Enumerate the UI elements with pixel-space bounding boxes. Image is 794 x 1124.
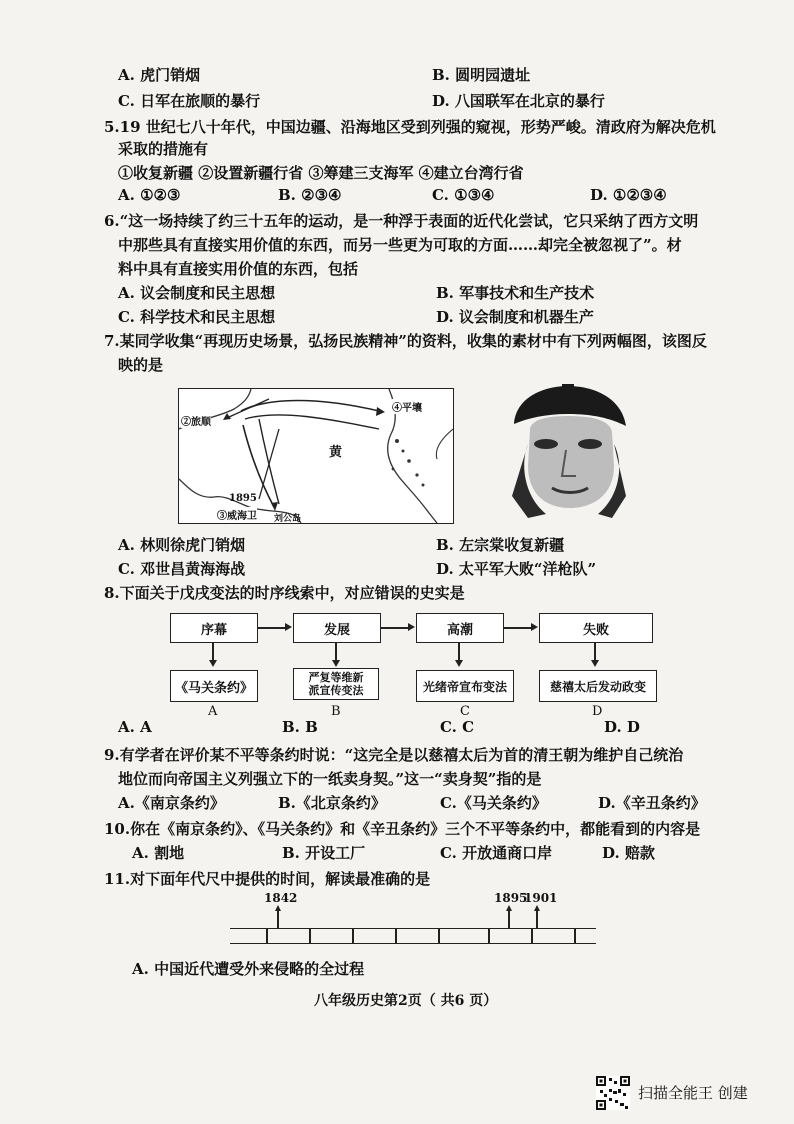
year-marker-head-1842 (275, 905, 281, 911)
flow-stage-climax: 高潮 (416, 613, 504, 643)
portrait-photo (506, 384, 632, 518)
flow-arrow-3 (504, 627, 532, 629)
flow-event-d: 慈禧太后发动政变 (539, 670, 657, 702)
q5-stem-line2: 采取的措施有 (118, 140, 209, 158)
q10-option-c: C. 开放通商口岸 (440, 844, 553, 862)
q8-stem: 8.下面关于戊戌变法的时序线索中，对应错误的史实是 (104, 584, 465, 602)
flow-stage-prelude: 序幕 (170, 613, 258, 643)
portrait-drawing (506, 384, 632, 518)
flow-arrowhead-1 (285, 623, 292, 631)
q4-option-a: A. 虎门销烟 (118, 66, 201, 84)
year-label-1895: 1895 (494, 891, 528, 905)
q5-option-c: C. ①③④ (432, 186, 495, 204)
flow-down-arrow-c (458, 643, 460, 661)
ruler-tick (395, 928, 397, 944)
q10-option-a: A. 割地 (132, 844, 185, 862)
q9-option-c: C.《马关条约》 (440, 794, 547, 812)
q4-option-d: D. 八国联军在北京的暴行 (432, 92, 605, 110)
q7-stem-line1: 7.某同学收集“再现历史场景，弘扬民族精神”的资料，收集的素材中有下列两幅图，该图反 (104, 332, 707, 350)
q7-option-a: A. 林则徐虎门销烟 (118, 536, 246, 554)
year-marker-head-1895 (506, 905, 512, 911)
flow-down-head-c (455, 660, 463, 667)
q9-stem-line2: 地位而向帝国主义列强立下的一纸卖身契。”这一“卖身契”指的是 (118, 770, 542, 788)
q7-stem-line2: 映的是 (118, 356, 164, 374)
q6-option-b: B. 军事技术和生产技术 (436, 284, 595, 302)
flow-letter-d: D (592, 704, 603, 719)
ruler-tick (488, 928, 490, 944)
flow-letter-a: A (208, 704, 218, 719)
flow-stage-development: 发展 (293, 613, 381, 643)
flow-arrowhead-3 (531, 623, 538, 631)
ruler-tick (531, 928, 533, 944)
flow-event-a: 《马关条约》 (170, 670, 258, 702)
q10-stem: 10.你在《南京条约》、《马关条约》和《辛丑条约》三个不平等条约中，都能看到的内容是 (104, 820, 701, 838)
q5-option-b: B. ②③④ (278, 186, 342, 204)
q6-option-a: A. 议会制度和民主思想 (118, 284, 276, 302)
q9-option-d: D.《辛丑条约》 (598, 794, 706, 812)
year-label-1842: 1842 (264, 891, 298, 905)
q6-stem-line1: 6.“这一场持续了约三十五年的运动，是一种浮于表面的近代化尝试，它只采纳了西方文明 (104, 212, 699, 230)
q11-option-a: A. 中国近代遭受外来侵略的全过程 (132, 960, 365, 978)
q5-option-d: D. ①②③④ (590, 186, 667, 204)
year-label-1901: 1901 (524, 891, 558, 905)
flow-letter-c: C (460, 704, 470, 719)
ruler-tick (352, 928, 354, 944)
year-ruler (230, 928, 596, 944)
q9-stem-line1: 9.有学者在评价某不平等条约时说：“这完全是以慈禧太后为首的清王朝为维护自己统治 (104, 746, 684, 764)
flow-arrow-2 (381, 627, 409, 629)
ruler-tick (438, 928, 440, 944)
map-label-pingrang: ④平壤 (392, 399, 422, 414)
map-label-liugongdao: 刘公岛 (274, 514, 302, 524)
page-footer: 八年级历史第2页（ 共6 页） (314, 993, 498, 1009)
flow-arrow-1 (258, 627, 286, 629)
map-label-sea: 黄 (329, 445, 343, 460)
q9-option-b: B.《北京条约》 (278, 794, 386, 812)
q8-option-b: B. B (282, 718, 318, 736)
q6-stem-line3: 料中具有直接实用价值的东西，包括 (118, 260, 359, 278)
map-label-lushun: ②旅顺 (181, 413, 211, 428)
flow-letter-b: B (331, 704, 341, 719)
year-marker-head-1901 (534, 905, 540, 911)
flow-down-head-d (591, 660, 599, 667)
ruler-tick (309, 928, 311, 944)
year-marker-1901 (536, 908, 538, 928)
q6-stem-line2: 中那些具有直接实用价值的东西，而另一些更为可取的方面……却完全被忽视了”。材 (118, 236, 682, 254)
q10-option-d: D. 赔款 (602, 844, 655, 862)
q11-stem: 11.对下面年代尺中提供的时间，解读最准确的是 (104, 870, 431, 888)
q4-option-c: C. 日军在旅顺的暴行 (118, 92, 261, 110)
q9-option-a: A.《南京条约》 (118, 794, 225, 812)
flow-arrowhead-2 (408, 623, 415, 631)
flow-down-arrow-a (212, 643, 214, 661)
year-marker-1895 (508, 908, 510, 928)
flow-event-c: 光绪帝宣布变法 (416, 670, 514, 702)
q5-stem-line1: 5.19 世纪七八十年代，中国边疆、沿海地区受到列强的窥视，形势严峻。清政府为解决危机 (104, 118, 716, 136)
q6-option-c: C. 科学技术和民主思想 (118, 308, 276, 326)
q5-option-a: A. ①②③ (118, 186, 181, 204)
year-marker-1842 (277, 908, 279, 928)
q6-option-d: D. 议会制度和机器生产 (436, 308, 594, 326)
ruler-tick (574, 928, 576, 944)
q7-option-b: B. 左宗棠收复新疆 (436, 536, 565, 554)
scanner-brand: 扫描全能王 创建 (638, 1084, 748, 1102)
flow-down-arrow-d (594, 643, 596, 661)
flow-event-b: 严复等维新派宣传变法 (293, 668, 379, 700)
q8-option-c: C. C (440, 718, 475, 736)
map-label-weihaiwei: ③威海卫 (217, 507, 257, 522)
q8-option-d: D. D (604, 718, 640, 736)
naval-battle-map (178, 388, 454, 524)
q7-option-c: C. 邓世昌黄海海战 (118, 560, 246, 578)
qr-code-icon (596, 1076, 630, 1110)
flow-down-arrow-b (335, 643, 337, 661)
map-label-year: 1895 (229, 493, 257, 504)
flow-down-head-a (209, 660, 217, 667)
ruler-tick (266, 928, 268, 944)
qr-drawing (596, 1076, 630, 1110)
q7-option-d: D. 太平军大败“洋枪队” (436, 560, 597, 578)
flow-stage-failure: 失败 (539, 613, 653, 643)
q8-option-a: A. A (118, 718, 152, 736)
q4-option-b: B. 圆明园遗址 (432, 66, 531, 84)
q5-items: ①收复新疆 ②设置新疆行省 ③筹建三支海军 ④建立台湾行省 (118, 164, 524, 182)
q10-option-b: B. 开设工厂 (282, 844, 366, 862)
flow-down-head-b (332, 660, 340, 667)
